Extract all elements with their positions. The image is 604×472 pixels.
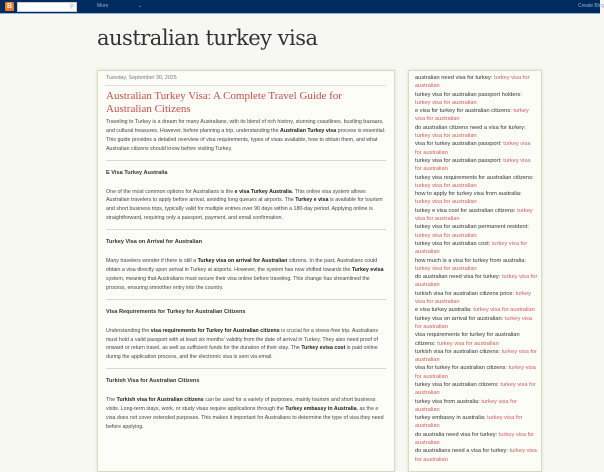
sidebar-query: visa requirements for turkey for australian citizens: [415, 332, 520, 347]
sidebar-item [415, 257, 538, 274]
sidebar-link[interactable]: turkey visa for australian [415, 265, 477, 272]
blogger-logo-icon[interactable]: B [6, 3, 13, 10]
sidebar-item [415, 290, 538, 307]
sidebar-link[interactable]: turkey visa for australian [415, 431, 535, 447]
sidebar-link[interactable]: turkey visa for australian [415, 365, 536, 380]
text-run: is available for tourism and short business trips, typically valid for multiple entries over 90 days within a 180-day period. Applying online is straightforward, requiring only a passport, payment, and email confirmation. [106, 197, 383, 222]
paragraph [106, 327, 386, 363]
main-column [97, 70, 395, 472]
text-run: is paid online during the application process, and the electronic visa is sent via email. [106, 345, 378, 361]
sidebar-link[interactable]: turkey visa for australian [415, 398, 517, 413]
bold-keyword: Turkey evisa [351, 266, 384, 273]
sidebar-link[interactable]: turkey visa for australian [415, 232, 477, 239]
sidebar-query: turkey embassy in australia: [415, 415, 486, 422]
sidebar-link[interactable]: turkey visa for australian [473, 307, 535, 314]
sidebar-query: turkey visa requirements for australian citizens: [415, 174, 534, 181]
sidebar-link[interactable]: turkey visa for australian [415, 415, 523, 430]
sidebar-query: turkish visa for australian citizens price: [415, 290, 514, 297]
sidebar-item [415, 431, 538, 448]
bold-keyword: Turkey e visa [295, 197, 329, 204]
paragraph [106, 188, 386, 224]
sidebar-query: turkey visa from australia: [415, 398, 480, 405]
sidebar-query: do australia need visa for turkey: [415, 431, 498, 438]
bold-keyword: Turkish visa for Australian citizens [116, 397, 204, 404]
sidebar-link[interactable]: turkey visa for australian [415, 348, 538, 364]
sidebar-query: do australian need visa for turkey: [415, 274, 501, 281]
sidebar-item [415, 223, 538, 240]
sidebar-item [415, 447, 538, 464]
post-title[interactable]: Australian Turkey Visa: A Complete Travel Guide for Australian Citizens [106, 90, 342, 115]
sidebar-link[interactable]: turkey visa for australian [415, 274, 538, 289]
paragraph [106, 118, 386, 154]
sidebar-query: visa for turkey australian passport: [415, 141, 502, 148]
sidebar-item [415, 364, 538, 381]
sidebar-item [415, 348, 538, 365]
sidebar-link[interactable]: turkey visa for australian [415, 157, 531, 173]
section-heading: E Visa Turkey Australia [106, 169, 168, 176]
sidebar-query: e visa for turkey for australian citizens: [415, 108, 512, 115]
sidebar-item [415, 74, 538, 91]
sidebar-item [415, 107, 538, 124]
bold-keyword: visa requirements for Turkey for Australian citizens [150, 327, 280, 334]
paragraph [106, 257, 386, 293]
text-run: One of the most common options for Australians is the [106, 188, 235, 195]
bold-keyword: Turkey visa on arrival for Australian [197, 258, 288, 265]
text-run: , as the e visa does not cover extended purposes. This makes it important for Australians to determine the type of visa they need before applying. [106, 406, 384, 430]
sidebar-link[interactable]: turkey visa for australian [415, 207, 533, 223]
sidebar-query: how to apply for turkey visa from australia: [415, 191, 522, 198]
sidebar [408, 70, 542, 472]
sidebar-item [415, 306, 538, 314]
sidebar-link[interactable]: turkey visa for australian [437, 340, 499, 347]
sidebar-item [415, 315, 538, 332]
sidebar-link[interactable]: turkey visa for australian [415, 240, 528, 256]
text-run: . This online visa system allows Australian travelers to apply before arrival, avoiding long queues at airports. The [106, 188, 366, 204]
chevron-down-icon[interactable]: ⌄ [138, 3, 143, 9]
sidebar-item [415, 140, 538, 157]
bold-keyword: Turkey evisa cost [301, 345, 346, 352]
sidebar-query: how much is a visa for turkey from australia: [415, 257, 526, 264]
sidebar-link[interactable]: turkey visa for australian [415, 315, 532, 330]
sidebar-query: turkey visa on arrival for australian: [415, 315, 504, 322]
text-run: system, meaning that Australians must secure their visa online before traveling. This change has streamlined the process, ensuring smoother entry into the country. [106, 275, 370, 291]
sidebar-item [415, 381, 538, 398]
sidebar-link[interactable]: turkey visa for australian [415, 182, 477, 189]
sidebar-query: turkey visa for australian cost: [415, 240, 491, 247]
text-run: Understanding the [106, 327, 151, 334]
sidebar-link[interactable]: turkey visa for australian [415, 108, 529, 123]
post-date: Tuesday, September 30, 2025 [106, 75, 177, 81]
sidebar-query: turkey visa for australian citizens: [415, 381, 499, 388]
bold-keyword: Australian Turkey visa [280, 127, 337, 134]
date-divider [105, 85, 386, 86]
sidebar-query: turkey e visa cost for australian citizens: [415, 207, 516, 214]
sidebar-item [415, 124, 538, 141]
text-run: can be used for a variety of purposes, mainly tourism and short business visits. Long-term stays, work, or study visas require applications through the [106, 397, 376, 413]
create-blog-link[interactable]: Create Blog [578, 3, 604, 9]
sidebar-query: turkish visa for australian citizens: [415, 348, 501, 355]
sidebar-query: turkey visa for australian passport: [415, 157, 502, 164]
paragraph [106, 396, 386, 432]
section-heading: Turkish Visa for Australian Citizens [106, 378, 200, 385]
sidebar-item [415, 157, 538, 174]
sidebar-link[interactable]: turkey visa for australian [415, 448, 537, 463]
post-body [106, 118, 386, 438]
sidebar-query: e visa turkey australia: [415, 307, 472, 314]
text-run: is crucial for a stress-free trip. Australians must hold a valid passport with at least six months' validity from the date of arrival in Turkey. They also need proof of onward or return travel, as well as sufficient funds for the duration of their stay. The [106, 327, 379, 352]
text-run: process is essential. This guide provides a detailed overview of visa requirements, types of visas available, how to obtain them, and what Australian citizens should know before visiting Turkey. [106, 127, 386, 152]
section-heading: Turkey Visa on Arrival for Australian [106, 239, 203, 246]
sidebar-link[interactable]: turkey visa for australian [415, 141, 531, 156]
sidebar-item [415, 174, 538, 191]
sidebar-link[interactable]: turkey visa for australian [415, 199, 477, 206]
bold-keyword: e visa Turkey Australia [234, 188, 292, 195]
section-divider [106, 229, 386, 230]
section-divider [106, 160, 386, 161]
sidebar-item [415, 414, 538, 431]
section-divider [106, 299, 386, 300]
text-run: Traveling to Turkey is a dream for many Australians, with its blend of rich history, stunning coastlines, bustling bazaars, and cultural treasures. However, before planning a trip, understanding the [106, 119, 384, 134]
sidebar-query: visa for turkey for australian citizens: [415, 365, 507, 372]
section-heading: Visa Requirements for Turkey for Australian Citizens [106, 308, 246, 315]
section-divider [106, 368, 386, 369]
sidebar-item [415, 190, 538, 207]
blogger-navbar [0, 0, 604, 14]
sidebar-link[interactable]: turkey visa for australian [415, 290, 532, 306]
sidebar-item [415, 91, 538, 108]
sidebar-item [415, 240, 538, 257]
blog-title[interactable]: australian turkey visa [97, 26, 318, 50]
text-run: The [106, 397, 117, 404]
sidebar-link[interactable]: turkey visa for australian [415, 75, 530, 90]
sidebar-link[interactable]: turkey visa for australian [415, 381, 536, 397]
text-run: citizens. In the past, Australians could obtain a visa directly upon arrival in Turkey at airports. However, the system has now shifted towards the [106, 258, 378, 273]
sidebar-link[interactable]: turkey visa for australian [415, 133, 477, 140]
sidebar-item [415, 331, 538, 348]
search-icon[interactable]: ⚲ [69, 4, 74, 10]
sidebar-query: turkey visa for australian passport holders: [415, 91, 522, 98]
text-run: Many travelers wonder if there is still a [106, 258, 198, 265]
sidebar-item [415, 207, 538, 224]
sidebar-query: do australian citizens need a visa for turkey: [415, 124, 526, 131]
sidebar-query: turkey visa for australian permanent resident: [415, 224, 529, 231]
more-menu[interactable]: More [97, 3, 109, 9]
sidebar-item [415, 398, 538, 415]
bold-keyword: Turkey embassy in Australia [285, 406, 357, 413]
sidebar-query: australian need visa for turkey: [415, 75, 493, 81]
sidebar-link[interactable]: turkey visa for australian [415, 99, 477, 106]
sidebar-item [415, 273, 538, 290]
sidebar-link-list [415, 74, 538, 464]
sidebar-query: do australians need a visa for turkey: [415, 448, 508, 455]
search-input[interactable] [17, 2, 77, 12]
